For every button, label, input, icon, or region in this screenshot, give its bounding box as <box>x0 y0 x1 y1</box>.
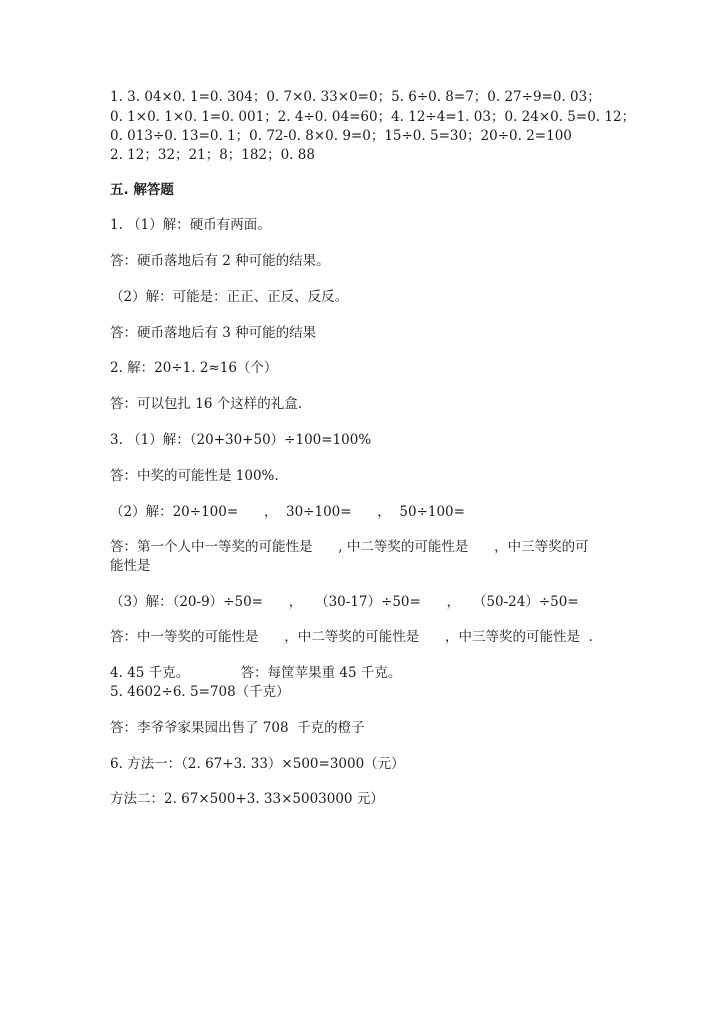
q1-part2: （2）解：可能是：正正、正反、反反。 <box>110 289 349 305</box>
answer-line-4: 2. 12；32；21；8；182；0. 88 <box>110 147 315 163</box>
q6-method1: 6. 方法一：（2. 67+3. 33）×500=3000（元） <box>110 756 405 772</box>
q5: 5. 4602÷6. 5=708（千克） <box>110 684 290 700</box>
q4: 4. 45 千克。 答：每筐苹果重 45 千克。 <box>110 665 402 681</box>
section-heading: 五. 解答题 <box>110 182 174 198</box>
q1-answer2: 答：硬币落地后有 3 种可能的结果 <box>110 325 317 341</box>
answer-line-2: 0. 1×0. 1×0. 1=0. 001；2. 4÷0. 04=60；4. 12÷4=1. 03；0. 24×0. 5=0. 12； <box>110 109 636 125</box>
q2-answer: 答：可以包扎 16 个这样的礼盒. <box>110 396 303 412</box>
q3-answer2-line1: 答：第一个人中一等奖的可能性是 , 中二等奖的可能性是 ，中三等奖的可 <box>110 539 589 555</box>
q3-answer2-line2: 能性是 <box>110 558 151 574</box>
q3-part3: （3）解：（20-9）÷50= ， （30-17）÷50= ， （50-24）÷50= <box>110 594 579 610</box>
answer-line-3: 0. 013÷0. 13=0. 1；0. 72-0. 8×0. 9=0；15÷0. 5=30；20÷0. 2=100 <box>110 128 572 144</box>
q3-part1: 3. （1）解：（20+30+50）÷100=100% <box>110 432 372 448</box>
q1-part1: 1. （1）解：硬币有两面。 <box>110 217 271 233</box>
q6-method2: 方法二：2. 67×500+3. 33×5003000 元） <box>110 791 384 807</box>
q3-part2: （2）解：20÷100= ， 30÷100= ， 50÷100= <box>110 504 465 520</box>
q2: 2. 解：20÷1. 2≈16（个） <box>110 360 278 376</box>
q5-answer: 答：李爷爷家果园出售了 708 千克的橙子 <box>110 720 365 736</box>
q1-answer1: 答：硬币落地后有 2 种可能的结果。 <box>110 253 330 269</box>
q3-answer1: 答：中奖的可能性是 100%. <box>110 468 279 484</box>
q3-answer3: 答：中一等奖的可能性是 ，中二等奖的可能性是 ，中三等奖的可能性是 . <box>110 629 593 645</box>
answer-line-1: 1. 3. 04×0. 1=0. 304；0. 7×0. 33×0=0；5. 6÷0. 8=7；0. 27÷9=0. 03； <box>110 89 601 105</box>
